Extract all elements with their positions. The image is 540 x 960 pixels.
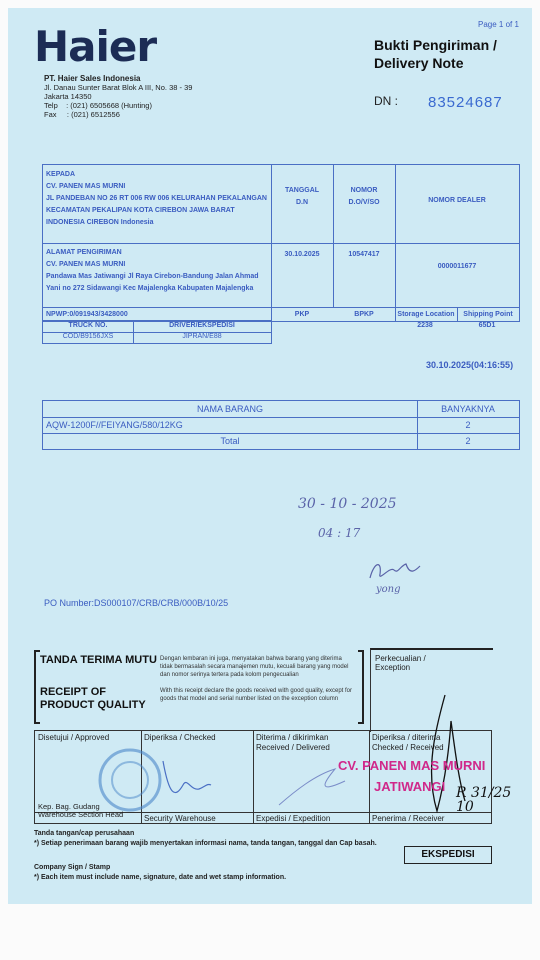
dealer-header: NOMOR DEALER	[428, 197, 486, 204]
company-block	[44, 74, 192, 119]
stamp-line-1: CV. PANEN MAS MURNI	[338, 758, 486, 773]
items-name-header: NAMA BARANG	[196, 404, 263, 414]
security-footer: Security Warehouse	[144, 814, 216, 823]
approved-header: Disetujui / Approved	[38, 733, 110, 742]
bracket-right	[358, 650, 364, 724]
handwritten-signature-icon	[364, 556, 424, 586]
received-header-line-2: Received / Delivered	[256, 743, 330, 752]
bpkp-label: BPKP	[354, 311, 374, 318]
ekspedisi-box: EKSPEDISI	[404, 846, 492, 864]
dn-label: DN :	[374, 94, 398, 108]
document-title-line-2: Delivery Note	[374, 55, 464, 71]
item-qty: 2	[465, 420, 471, 430]
company-address-1: Jl. Danau Sunter Barat Blok A III, No. 38 - 39	[44, 83, 193, 92]
receipt-text-id: Dengan lembaran ini juga, menyatakan bahwa barang yang diterima tidak bermasalah secara manajemen mutu, kecuali barang yang model dan nomor serinya tertera pada kolom pengecualian	[160, 656, 349, 678]
dn-number: 83524687	[428, 94, 503, 111]
checked-header: Diperiksa / Checked	[144, 733, 216, 742]
do-number-value: 10547417	[348, 251, 380, 258]
dovso-label: D.O/V/SO	[348, 199, 380, 206]
alamat-line: Pandawa Mas Jatiwangi Jl Raya Cirebon-Bandung Jalan Ahmad	[46, 273, 259, 280]
grid-divider	[43, 243, 519, 244]
shipping-point-value: 65D1	[478, 322, 496, 329]
storage-location-label: Storage Location	[397, 311, 455, 318]
haier-logo: Haier	[34, 22, 157, 71]
kepada-label: KEPADA	[46, 171, 76, 178]
page-indicator: Page 1 of 1	[478, 20, 519, 29]
footnote-2-title: Company Sign / Stamp	[34, 864, 111, 871]
driver-value: JIPRAN/E88	[182, 333, 222, 340]
item-name: AQW-1200F//FEIYANG/580/12KG	[46, 420, 183, 430]
dn-col-label: D.N	[295, 199, 309, 206]
document-title	[374, 36, 497, 72]
kepada-line: CV. PANEN MAS MURNI	[46, 183, 126, 190]
truck-grid	[42, 320, 272, 344]
print-timestamp: 30.10.2025(04:16:55)	[426, 360, 514, 370]
alamat-line: CV. PANEN MAS MURNI	[46, 261, 126, 268]
company-name: PT. Haier Sales Indonesia	[44, 74, 141, 83]
exception-label: Perkecualian / Exception	[375, 654, 426, 672]
handwritten-receiver-note: R 31/25 10	[456, 785, 512, 815]
truck-value: COD/B9156JXS	[62, 333, 114, 340]
receipt-title-id: TANDA TERIMA MUTU	[40, 654, 157, 666]
receiver-header-line-1: Diperiksa / diterima	[372, 733, 441, 742]
nomor-header	[333, 185, 395, 209]
total-label: Total	[220, 436, 240, 446]
handwritten-name: yong	[376, 584, 401, 595]
received-header	[256, 733, 330, 753]
company-telp: Telp : (021) 6505668 (Hunting)	[44, 101, 152, 110]
receipt-text-en: With this receipt declare the goods received with good quality, except for goods that model and serial number listed on the exception column	[160, 688, 352, 702]
items-table	[42, 400, 520, 450]
total-qty: 2	[465, 436, 471, 446]
items-qty-header: BANYAKNYA	[441, 404, 495, 414]
alamat-line: Yani no 272 Sidawangi Kec Majalengka Kabupaten Majalengka	[46, 285, 254, 292]
tanggal-label: TANGGAL	[284, 187, 320, 194]
truck-label: TRUCK NO.	[68, 322, 108, 329]
grid-divider	[43, 307, 519, 308]
stamp-line-2: JATIWANGI	[374, 779, 446, 794]
footnote-1-title: Tanda tangan/cap perusahaan	[34, 830, 135, 837]
footnote-2: *) Each item must include name, signature, date and wet stamp information.	[34, 874, 287, 881]
handwritten-time: 04 : 17	[318, 526, 361, 540]
expedition-footer: Expedisi / Expedition	[256, 814, 331, 823]
nomor-label: NOMOR	[350, 187, 378, 194]
driver-label: DRIVER/EKSPEDISI	[169, 322, 235, 329]
grid-divider	[43, 433, 519, 434]
kepada-line: JL PANDEBAN NO 26 RT 006 RW 006 KELURAHAN PEKALANGAN	[46, 195, 267, 202]
receiver-header-line-2: Checked / Received	[372, 743, 444, 752]
dealer-number-value: 0000011677	[437, 263, 477, 270]
handwritten-date: 30 - 10 - 2025	[298, 496, 397, 512]
po-number: PO Number:DS000107/CRB/CRB/000B/10/25	[44, 598, 229, 608]
company-fax: Fax : (021) 6512556	[44, 110, 120, 119]
receipt-title-en: RECEIPT OF PRODUCT QUALITY	[40, 686, 146, 711]
receiver-footer: Penerima / Receiver	[372, 814, 445, 823]
grid-divider	[43, 417, 519, 418]
warehouse-head-footer: Kep. Bag. Gudang Warehouse Section Head	[38, 802, 124, 819]
alamat-block	[46, 247, 259, 295]
footnote-1: *) Setiap penerimaan barang wajib menyertakan informasi nama, tanda tangan, tanggal dan Cap basah.	[34, 840, 377, 847]
shipping-point-label: Shipping Point	[463, 311, 513, 318]
npwp: NPWP:0/091943/3428000	[46, 311, 128, 318]
tanggal-header	[271, 185, 333, 209]
received-header-line-1: Diterima / dikirimkan	[256, 733, 329, 742]
kepada-line: INDONESIA CIREBON Indonesia	[46, 219, 154, 226]
kepada-block	[46, 169, 267, 229]
company-address-2: Jakarta 14350	[44, 92, 92, 101]
grid-divider	[253, 731, 254, 823]
alamat-label: ALAMAT PENGIRIMAN	[46, 249, 122, 256]
storage-location-value: 2238	[417, 322, 433, 329]
pkp-label: PKP	[294, 311, 310, 318]
security-signature-icon	[155, 755, 215, 805]
document-title-line-1: Bukti Pengiriman /	[374, 37, 497, 53]
date-value: 30.10.2025	[284, 251, 320, 258]
kepada-line: KECAMATAN PEKALIPAN KOTA CIREBON JAWA BARAT	[46, 207, 235, 214]
header-grid	[42, 164, 520, 322]
